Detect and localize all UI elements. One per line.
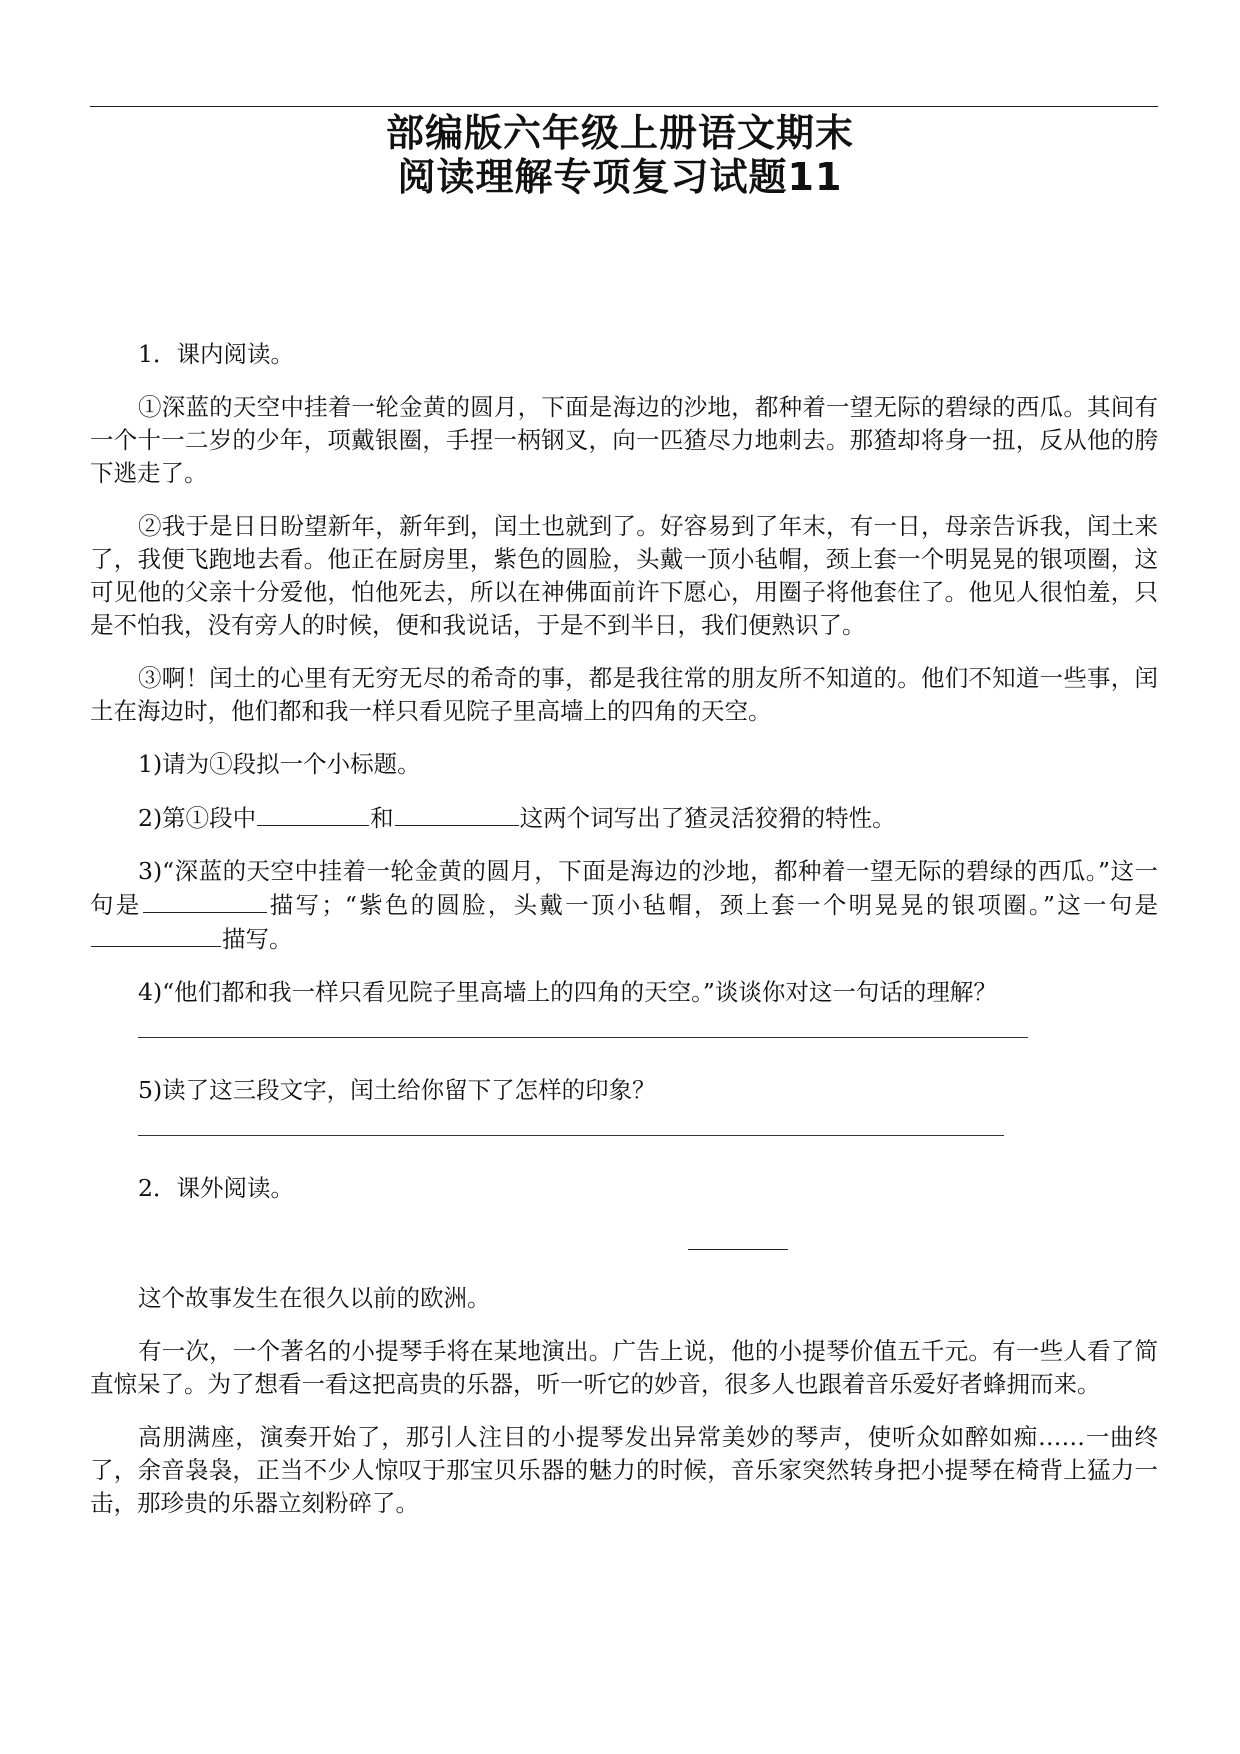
question-3-text-b: 描写；“紫色的圆脸，头戴一顶小毡帽，颈上套一个明晃晃的银项圈。”这一句是 [267,891,1159,919]
question-2-text-a: 2)第①段中 [138,804,257,832]
document-body [90,338,1158,1540]
header-rule [90,106,1158,107]
passage2-paragraph2: 有一次，一个著名的小提琴手将在某地演出。广告上说，他的小提琴价值五千元。有一些人看了简直惊呆了。为了想看一看这把高贵的乐器，听一听它的妙音，很多人也跟着音乐爱好者蜂拥而来。 [90,1337,1158,1398]
answer-line[interactable] [138,1135,1004,1136]
question-4: 4)“他们都和我一样只看见院子里高墙上的四角的天空。”谈谈你对这一句话的理解？ [138,978,997,1006]
answer-blank[interactable] [395,801,519,826]
answer-line[interactable] [138,1037,1028,1038]
question-2-text-c: 这两个词写出了猹灵活狡猾的特性。 [519,804,896,832]
question-3-text-c: 描写。 [222,925,293,953]
passage1-paragraph1: ①深蓝的天空中挂着一轮金黄的圆月，下面是海边的沙地，都种着一望无际的碧绿的西瓜。其间有一个十一二岁的少年，项戴银圈，手捏一柄钢叉，向一匹猹尽力地刺去。那猹却将身一扭，反从他的胯下逃走了。 [90,393,1158,487]
story-title-blank[interactable] [688,1249,788,1250]
passage1-paragraph2: ②我于是日日盼望新年，新年到，闰土也就到了。好容易到了年末，有一日，母亲告诉我，闰土来了，我便飞跑地去看。他正在厨房里，紫色的圆脸，头戴一顶小毡帽，颈上套一个明晃晃的银项圈，这可见他的父亲十分爱他，怕他死去，所以在神佛面前许下愿心，用圈子将他套住了。他见人很怕羞，只是不怕我，没有旁人的时候，便和我说话，于是不到半日，我们便熟识了。 [90,512,1158,639]
answer-blank[interactable] [91,922,221,947]
question-1: 1)请为①段拟一个小标题。 [138,750,421,778]
question-2 [90,801,1158,835]
section2-heading: 2．课外阅读。 [138,1174,294,1202]
section1-heading: 1．课内阅读。 [138,340,294,368]
passage1-paragraph3: ③啊！闰土的心里有无穷无尽的希奇的事，都是我往常的朋友所不知道的。他们不知道一些事，闰土在海边时，他们都和我一样只看见院子里高墙上的四角的天空。 [90,664,1158,725]
question-3 [90,855,1158,956]
question-5: 5)读了这三段文字，闰土给你留下了怎样的印象？ [138,1076,656,1104]
passage2-paragraph3: 高朋满座，演奏开始了，那引人注目的小提琴发出异常美妙的琴声，使听众如醉如痴……一曲终了，余音袅袅，正当不少人惊叹于那宝贝乐器的魅力的时候，音乐家突然转身把小提琴在椅背上猛力一击，那珍贵的乐器立刻粉碎了。 [90,1423,1158,1517]
answer-blank[interactable] [143,888,267,913]
answer-blank[interactable] [257,801,369,826]
question-3-text-a: 3)“深蓝的天空中挂着一轮金黄的圆月，下面是海边的沙地，都种着一望无际的碧绿的西瓜。”这一句是 [90,857,1158,919]
doc-title-line1: 部编版六年级上册语文期末 [385,111,854,155]
question-2-text-b: 和 [370,804,394,832]
doc-title-line2: 阅读理解专项复习试题11 [397,155,843,199]
passage2-paragraph1: 这个故事发生在很久以前的欧洲。 [138,1284,491,1312]
